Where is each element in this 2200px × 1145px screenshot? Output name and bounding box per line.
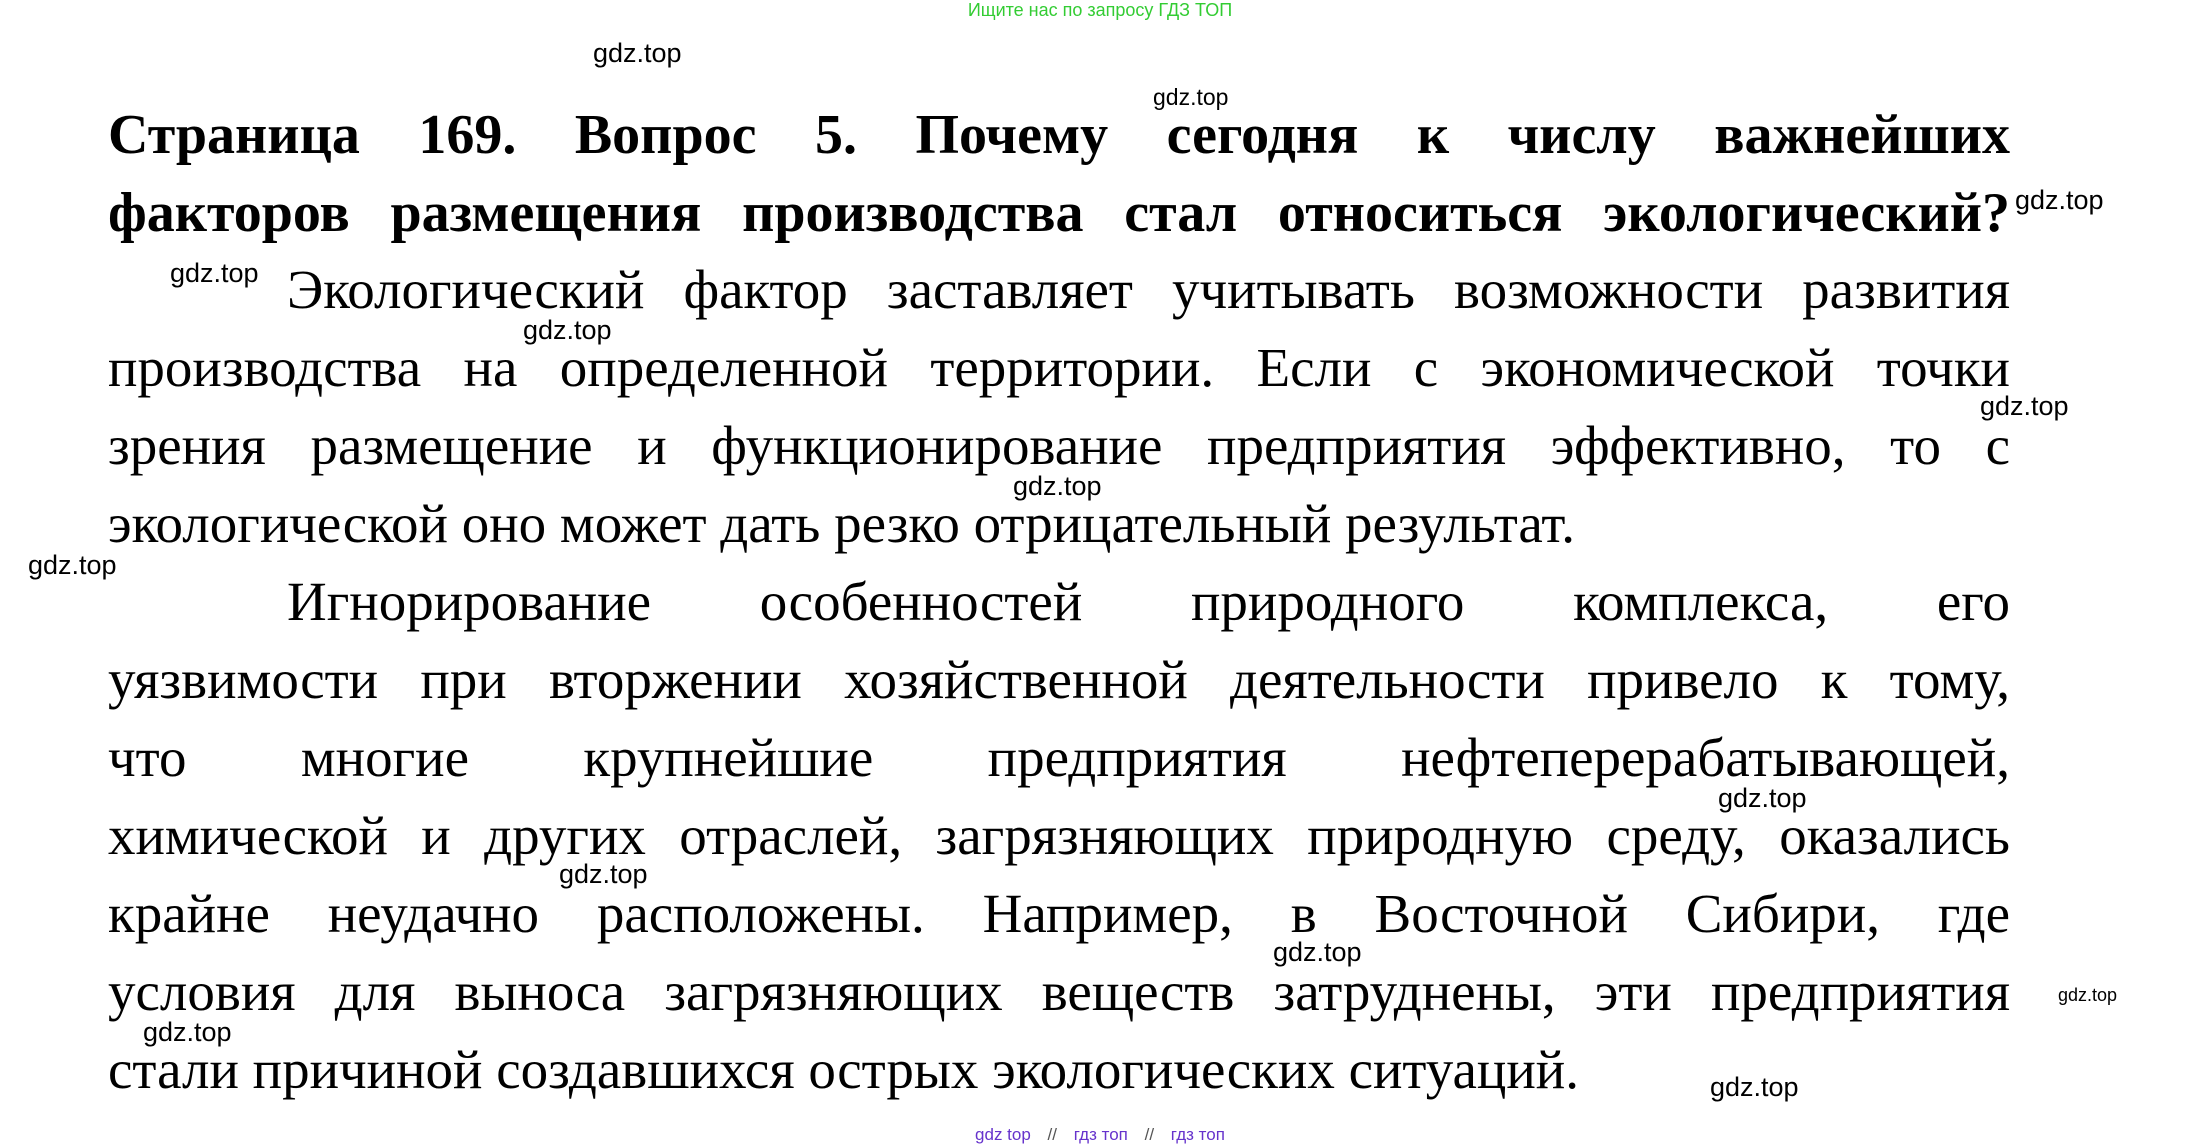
answer-p1-line-2: производства на определенной территории. Если с экономической точки bbox=[108, 337, 2010, 398]
watermark: gdz.top bbox=[1153, 84, 1229, 110]
footer-link-gdz-top[interactable]: gdz top bbox=[975, 1125, 1031, 1144]
watermark: gdz.top bbox=[2015, 185, 2104, 215]
watermark: gdz.top bbox=[1013, 471, 1102, 501]
question-title-line-1: Страница 169. Вопрос 5. Почему сегодня к числу важнейших bbox=[108, 104, 2010, 166]
watermark: gdz.top bbox=[523, 315, 612, 345]
watermark: gdz.top bbox=[2058, 985, 2118, 1005]
footer-links bbox=[0, 1125, 2200, 1145]
search-hint: Ищите нас по запросу ГДЗ ТОП bbox=[967, 0, 1233, 20]
watermark: gdz.top bbox=[170, 258, 259, 288]
footer-separator: // bbox=[1144, 1125, 1155, 1144]
answer-p2-line-7: стали причиной создавшихся острых экологических ситуаций. bbox=[108, 1039, 1579, 1100]
answer-p1-line-1: Экологический фактор заставляет учитывать возможности развития bbox=[287, 259, 2010, 320]
answer-p2-line-5: крайне неудачно расположены. Например, в Восточной Сибири, где bbox=[108, 883, 2010, 944]
watermark: gdz.top bbox=[559, 859, 648, 889]
answer-p2-line-6: условия для выноса загрязняющих веществ затруднены, эти предприятия bbox=[108, 961, 2010, 1022]
watermark: gdz.top bbox=[1980, 391, 2069, 421]
watermark: gdz.top bbox=[593, 38, 682, 68]
answer-p2-line-2: уязвимости при вторжении хозяйственной деятельности привело к тому, bbox=[108, 649, 2010, 710]
watermark: gdz.top bbox=[143, 1017, 232, 1047]
footer-link-gdz-top-ru[interactable]: гдз топ bbox=[1073, 1125, 1128, 1144]
answer-p2-line-3: что многие крупнейшие предприятия нефтеперерабатывающей, bbox=[108, 727, 2010, 788]
answer-p1-line-4: экологической оно может дать резко отрицательный результат. bbox=[108, 493, 1576, 554]
watermark: gdz.top bbox=[1710, 1072, 1799, 1102]
watermark: gdz.top bbox=[28, 550, 117, 580]
answer-p1-line-3: зрения размещение и функционирование предприятия эффективно, то с bbox=[108, 415, 2010, 476]
footer-link-gdz-top-ru-2[interactable]: гдз топ bbox=[1170, 1125, 1225, 1144]
footer-separator: // bbox=[1047, 1125, 1057, 1144]
watermark: gdz.top bbox=[1273, 937, 1362, 967]
answer-p2-line-1: Игнорирование особенностей природного комплекса, его bbox=[287, 571, 2010, 632]
answer-p2-line-4: химической и других отраслей, загрязняющих природную среду, оказались bbox=[108, 805, 2010, 866]
question-title-line-2: факторов размещения производства стал относиться экологический? bbox=[108, 182, 2010, 244]
watermark: gdz.top bbox=[1718, 783, 1807, 813]
